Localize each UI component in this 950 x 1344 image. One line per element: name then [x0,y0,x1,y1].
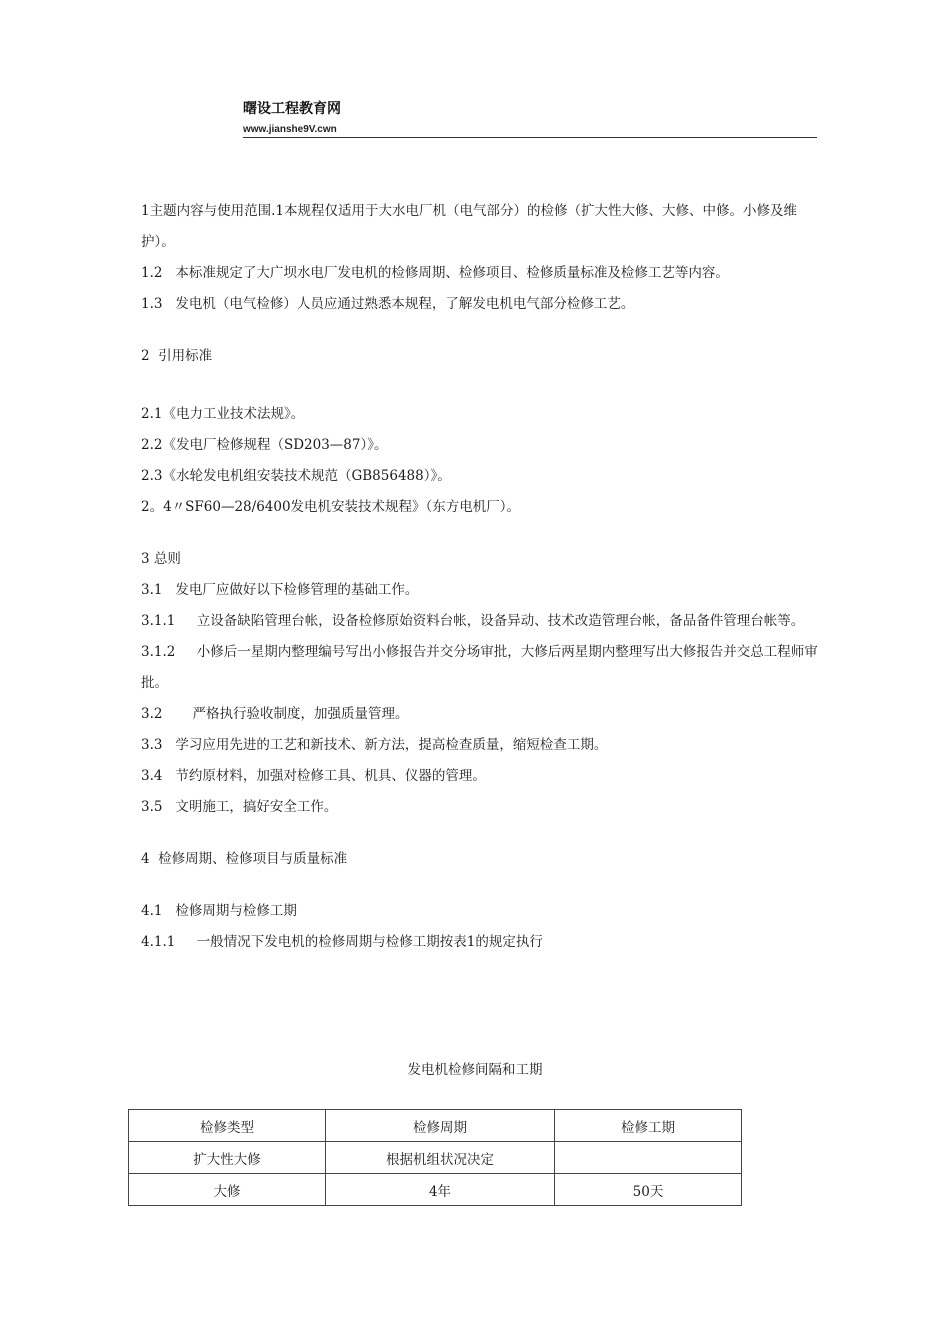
section-heading-3: 3 总则 [141,551,181,567]
paragraph-4-1: 4.1 检修周期与检修工期 [141,903,297,919]
section-heading-2: 2 引用标准 [141,348,213,364]
paragraph-2-1: 2.1《电力工业技术法规》。 [141,406,305,422]
table-header-cell: 检修类型 [129,1110,326,1142]
table-caption: 发电机检修间隔和工期 [407,1062,543,1078]
table-row [129,1142,742,1174]
paragraph-3-3: 3.3 学习应用先进的工艺和新技术、新方法，提高检查质量，缩短检查工期。 [141,737,608,753]
table-cell: 4年 [326,1174,555,1206]
table-cell [555,1142,742,1174]
paragraph-3-2: 3.2 严格执行验收制度，加强质量管理。 [141,706,409,722]
table-header-cell: 检修工期 [555,1110,742,1142]
paragraph-4-1-1: 4.1.1 一般情况下发电机的检修周期与检修工期按表1的规定执行 [141,934,543,950]
paragraph-3-5: 3.5 文明施工，搞好安全工作。 [141,799,338,815]
table-header-cell: 检修周期 [326,1110,555,1142]
paragraph-1-2: 1.2 本标准规定了大广坝水电厂发电机的检修周期、检修项目、检修质量标准及检修工艺等内容。 [141,265,729,281]
site-url: www.jianshe9V.cwn [243,124,817,138]
paragraph-2-2: 2.2《发电厂检修规程（SD203—87）》。 [141,437,388,453]
paragraph-1-1: 1主题内容与使用范围.1本规程仅适用于大水电厂机（电气部分）的检修（扩大性大修、大修、中修。小修及维护）。 [141,203,797,250]
paragraph-3-1-1: 3.1.1 立设备缺陷管理台帐，设备检修原始资料台帐，设备异动、技术改造管理台帐，备品备件管理台帐等。 [141,613,805,629]
document-header [243,98,817,138]
table-cell: 扩大性大修 [129,1142,326,1174]
section-heading-4: 4 检修周期、检修项目与质量标准 [141,851,348,867]
table-cell: 50天 [555,1174,742,1206]
table-cell: 大修 [129,1174,326,1206]
table-cell: 根据机组状况决定 [326,1142,555,1174]
site-name: 曙设工程教育网 [243,101,341,117]
paragraph-2-3: 2.3《水轮发电机组安装技术规范（GB856488）》。 [141,468,451,484]
paragraph-1-3: 1.3 发电机（电气检修）人员应通过熟悉本规程，了解发电机电气部分检修工艺。 [141,296,635,312]
paragraph-2-4: 2。4〃SF60—28/6400发电机安装技术规程》（东方电机厂）。 [141,499,521,515]
paragraph-3-4: 3.4 节约原材料，加强对检修工具、机具、仪器的管理。 [141,768,486,784]
paragraph-3-1-2: 3.1.2 小修后一星期内整理编号写出小修报告并交分场审批，大修后两星期内整理写出大修报告并交总工程师审批。 [141,644,818,691]
paragraph-3-1: 3.1 发电厂应做好以下检修管理的基础工作。 [141,582,419,598]
table-header-row [129,1110,742,1142]
document-body [141,196,821,958]
table-row [129,1174,742,1206]
maintenance-table [128,1109,742,1206]
